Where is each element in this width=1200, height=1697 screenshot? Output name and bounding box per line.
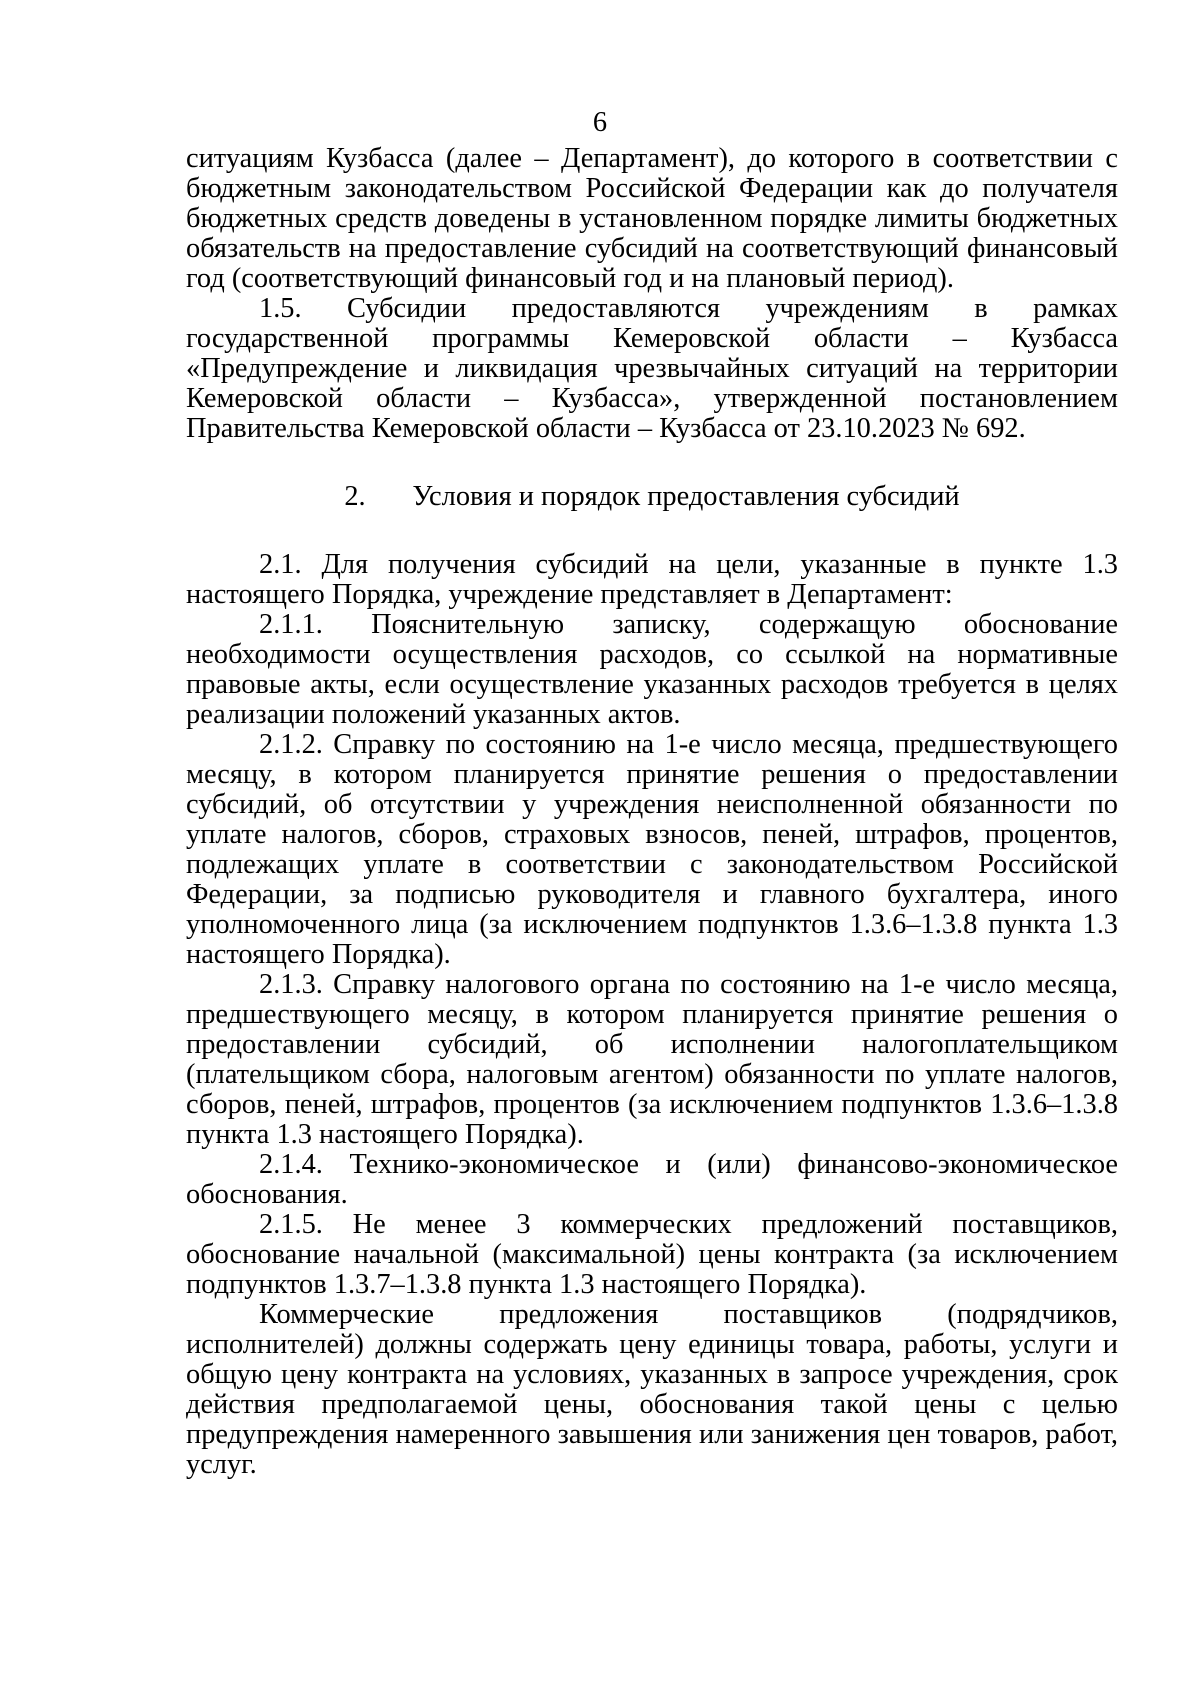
paragraph-2-1-2: 2.1.2. Справку по состоянию на 1-е число месяца, предшествующего месяцу, в котором планируется принятие решения о предоставлении субсидий, об отсутствии у учреждения неисполненной обязанности по уплате налогов, сборов, страховых взносов, пеней, штрафов, процентов, подлежащих уплате в соответствии с законодательством Российской Федерации, за подписью руководителя и главного бухгалтера, иного уполномоченного лица (за исключением подпунктов 1.3.6–1.3.8 пункта 1.3 настоящего Порядка). xyxy=(186,729,1118,970)
paragraph-2-1: 2.1. Для получения субсидий на цели, указанные в пункте 1.3 настоящего Порядка, учреждение представляет в Департамент: xyxy=(186,549,1118,610)
paragraph-1-5: 1.5. Субсидии предоставляются учреждениям в рамках государственной программы Кемеровской области – Кузбасса «Предупреждение и ликвидация чрезвычайных ситуаций на территории Кемеровской области – Кузбасса», утвержденной постановлением Правительства Кемеровской области – Кузбасса от 23.10.2023 № 692. xyxy=(186,293,1118,444)
section-2-heading xyxy=(186,482,1118,512)
paragraph-2-1-1: 2.1.1. Пояснительную записку, содержащую обоснование необходимости осуществления расходов, со ссылкой на нормативные правовые акты, если осуществление указанных расходов требуется в целях реализации положений указанных актов. xyxy=(186,609,1118,730)
paragraph-2-1-3: 2.1.3. Справку налогового органа по состоянию на 1-е число месяца, предшествующего месяцу, в котором планируется принятие решения о предоставлении субсидий, об исполнении налогоплательщиком (плательщиком сбора, налоговым агентом) обязанности по уплате налогов, сборов, пеней, штрафов, процентов (за исключением подпунктов 1.3.6–1.3.8 пункта 1.3 настоящего Порядка). xyxy=(186,969,1118,1150)
commercial-offers-paragraph: Коммерческие предложения поставщиков (подрядчиков, исполнителей) должны содержать цену единицы товара, работы, услуги и общую цену контракта на условиях, указанных в запросе учреждения, срок действия предполагаемой цены, обоснования такой цены с целью предупреждения намеренного завышения или занижения цен товаров, работ, услуг. xyxy=(186,1299,1118,1480)
page-number: 6 xyxy=(592,107,608,138)
paragraph-2-1-4: 2.1.4. Технико-экономическое и (или) финансово-экономическое обоснования. xyxy=(186,1149,1118,1210)
section-2-number: 2. xyxy=(344,481,366,512)
section-2-title: Условия и порядок предоставления субсидий xyxy=(412,481,960,512)
intro-paragraph: ситуациям Кузбасса (далее – Департамент), до которого в соответствии с бюджетным законодательством Российской Федерации как до получателя бюджетных средств доведены в установленном порядке лимиты бюджетных обязательств на предоставление субсидий на соответствующий финансовый год (соответствующий финансовый год и на плановый период). xyxy=(186,143,1118,294)
document-body xyxy=(186,144,1118,1480)
paragraph-2-1-5: 2.1.5. Не менее 3 коммерческих предложений поставщиков, обоснование начальной (максимальной) цены контракта (за исключением подпунктов 1.3.7–1.3.8 пункта 1.3 настоящего Порядка). xyxy=(186,1209,1118,1300)
